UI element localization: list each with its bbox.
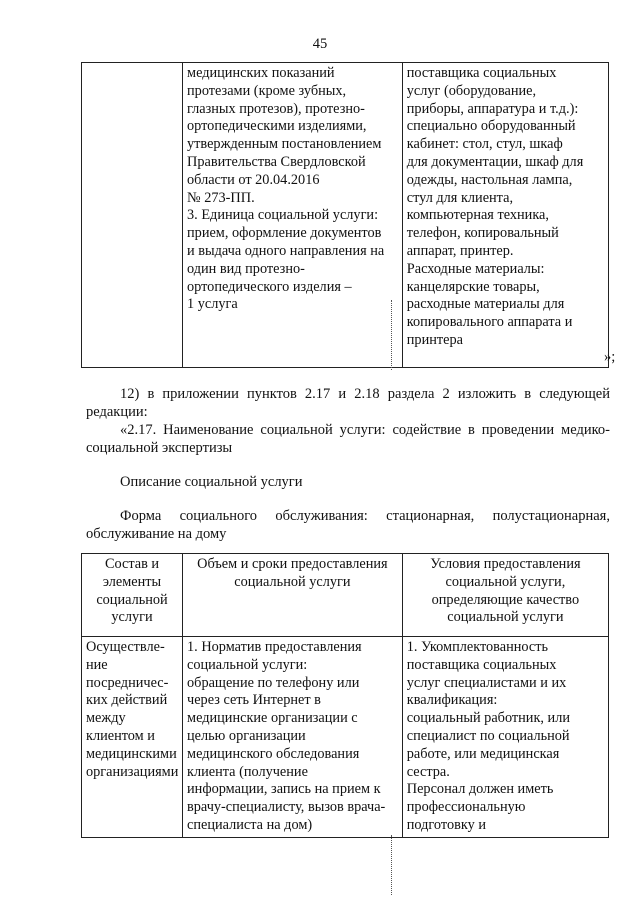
cell-text-line: Осуществле- [86, 639, 165, 655]
cell-text-line: врачу-специалисту, вызов врача- [187, 799, 386, 816]
cell-text-line: Состав и [104, 556, 160, 572]
form-word: полустационарная, [492, 508, 610, 524]
cell-text-line: медицинские организации с [187, 710, 358, 727]
form-word: стационарная, [386, 508, 475, 524]
cell-text-line: между [86, 710, 126, 727]
scan-dotted-line [391, 300, 394, 370]
table-cell-conditions [402, 63, 608, 368]
cell-text-line: ортопедическими изделиями, [187, 118, 367, 135]
table-header-conditions [402, 554, 608, 637]
cell-text-line: расходные материалы для [406, 296, 565, 313]
cell-text-line: канцелярские товары, [406, 278, 540, 295]
cell-text-line: компьютерная техника, [406, 207, 549, 224]
cell-text-line: 3. Единица социальной услуги: [187, 207, 379, 224]
cell-text-line: специалиста на дом) [187, 816, 313, 833]
cell-text-line: услуг специалистами и их [406, 674, 567, 691]
cell-text-line: услуги [111, 609, 153, 626]
cell-text-line: подготовку и [406, 816, 486, 833]
paragraph-item-12 [86, 385, 610, 421]
table-cell-volume [183, 63, 403, 368]
cell-text-line: ортопедического изделия – [187, 278, 352, 295]
cell-text-line: один вид протезно- [187, 260, 305, 277]
continuation-table [81, 62, 609, 368]
cell-text-line: профессиональную [406, 799, 526, 816]
cell-text-line: Расходные материалы: [406, 260, 545, 277]
cell-text-line: организациями [86, 763, 179, 780]
cell-text-line: услуг (оборудование, [406, 82, 537, 99]
cell-text-line: для документации, шкаф для [406, 153, 584, 170]
service-description-heading [86, 473, 610, 491]
cell-text-line: 1 услуга [187, 296, 238, 313]
cell-text-line: Персонал должен иметь [406, 781, 554, 798]
cell-text-line: работе, или медицинская [406, 745, 560, 762]
cell-text-line: глазных протезов), протезно- [187, 100, 365, 117]
form-line-1 [86, 507, 610, 525]
cell-text-line: клиента (получение [187, 763, 308, 780]
cell-text-line: через сеть Интернет в [187, 692, 321, 709]
page-number: 45 [312, 36, 328, 52]
cell-text-line: телефон, копировальный [406, 225, 559, 242]
table-cell-volume [183, 637, 403, 838]
cell-text-line: целью организации [187, 727, 306, 744]
cell-text-line: Условия предоставления [430, 556, 581, 572]
cell-text-line: прием, оформление документов [187, 225, 382, 242]
cell-text-line: ние [86, 656, 108, 673]
cell-text-line: аппарат, принтер. [406, 242, 514, 259]
table-row [82, 637, 609, 838]
cell-text-line: обращение по телефону или [187, 674, 360, 691]
form-word: Форма [120, 508, 162, 524]
heading-text: Описание социальной услуги [120, 474, 303, 490]
cell-text-line: медицинского обследования [187, 745, 360, 762]
cell-text-line: ких действий [86, 692, 168, 709]
cell-text-line: посредничес- [86, 674, 169, 691]
cell-text-line: специалист по социальной [406, 727, 570, 744]
service-table [81, 553, 609, 838]
table-header-composition [82, 554, 183, 637]
cell-text-line: принтера [406, 331, 463, 348]
table-cell-empty [82, 63, 183, 368]
closing-quote-mark: »; [604, 349, 616, 365]
cell-text-line: Объем и сроки предоставления [197, 556, 388, 572]
cell-text-line: № 273-ПП. [187, 189, 255, 206]
cell-text-line: приборы, аппаратура и т.д.): [406, 100, 579, 117]
cell-text-line: 1. Норматив предоставления [187, 639, 362, 655]
paragraph-line: «2.17. Наименование социальной услуги: содействие в проведении медико- [120, 422, 610, 438]
paragraph-line: 12) в приложении пунктов 2.17 и 2.18 раздела 2 изложить в следующей [120, 386, 610, 402]
cell-text-line: сестра. [406, 763, 450, 780]
form-word: социального [179, 508, 258, 524]
cell-text-line: социальной услуги: [187, 656, 308, 673]
paragraph-service-form [86, 507, 610, 543]
table-row [82, 63, 609, 368]
paragraph-line: социальной экспертизы [86, 440, 233, 456]
paragraph-service-name [86, 421, 610, 457]
cell-text-line: стул для клиента, [406, 189, 514, 206]
table-cell-composition [82, 637, 183, 838]
cell-text-line: Правительства Свердловской [187, 153, 366, 170]
cell-text-line: социальной услуги [234, 573, 351, 590]
cell-text-line: 1. Укомплектованность [406, 639, 548, 655]
paragraph-line: обслуживание на дому [86, 526, 227, 542]
table-header-row [82, 554, 609, 637]
cell-text-line: поставщика социальных [406, 656, 557, 673]
table-header-volume [183, 554, 403, 637]
cell-text-line: информации, запись на прием к [187, 781, 381, 798]
cell-text-line: специально оборудованный [406, 118, 576, 135]
scan-dotted-line [391, 835, 394, 895]
cell-text-line: копировального аппарата и [406, 314, 573, 331]
cell-text-line: социальной [96, 591, 168, 608]
cell-text-line: одежды, настольная лампа, [406, 171, 573, 188]
cell-text-line: медицинскими [86, 745, 177, 762]
cell-text-line: и выдача одного направления на [187, 242, 385, 259]
cell-text-line: области от 20.04.2016 [187, 171, 320, 188]
cell-text-line: утвержденным постановлением [187, 136, 382, 153]
form-word: обслуживания: [275, 508, 368, 524]
cell-text-line: клиентом и [86, 727, 155, 744]
cell-text-line: поставщика социальных [406, 65, 557, 81]
paragraph-line: редакции: [86, 404, 148, 420]
cell-text-line: социальной услуги, [445, 573, 566, 590]
cell-text-line: кабинет: стол, стул, шкаф [406, 136, 563, 153]
cell-text-line: социальной услуги [447, 609, 564, 626]
cell-text-line: элементы [102, 573, 162, 590]
table-cell-conditions [402, 637, 608, 838]
cell-text-line: протезами (кроме зубных, [187, 82, 347, 99]
cell-text-line: квалификация: [406, 692, 498, 709]
cell-text-line: определяющие качество [431, 591, 580, 608]
cell-text-line: социальный работник, или [406, 710, 570, 727]
cell-text-line: медицинских показаний [187, 65, 335, 81]
